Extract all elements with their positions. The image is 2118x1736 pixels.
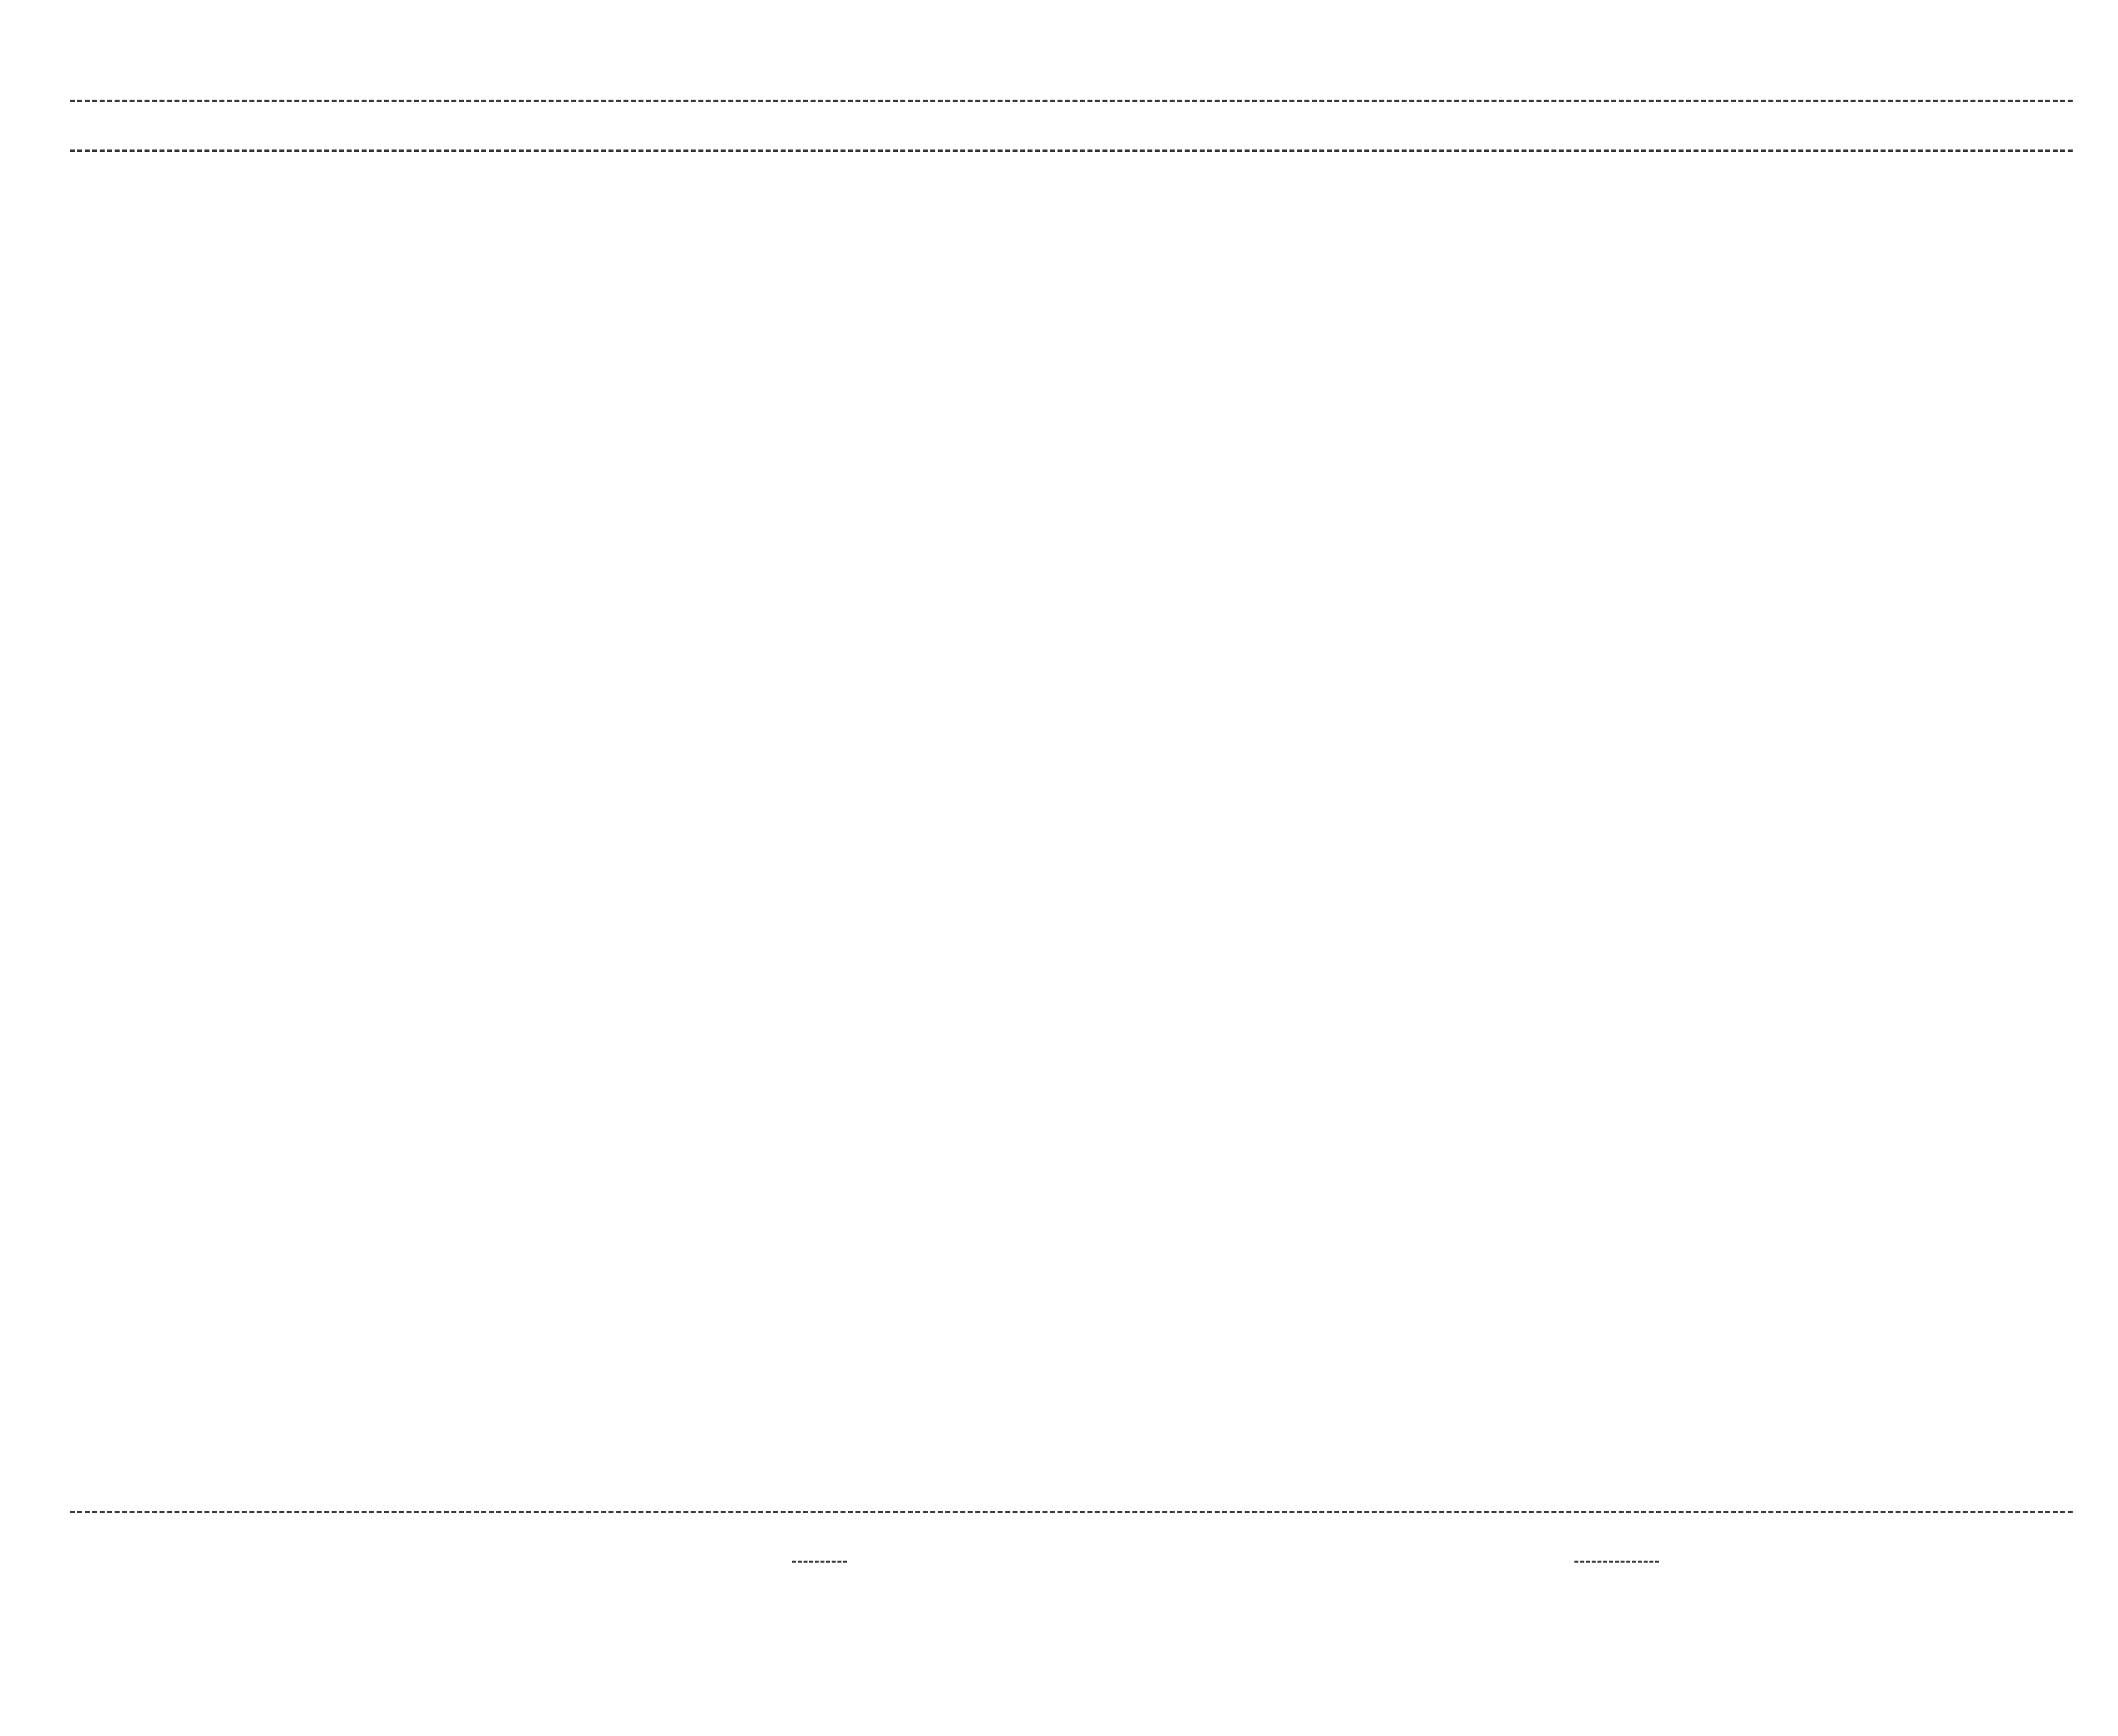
total-col-9-underline <box>1574 1561 1659 1563</box>
header-top-rule <box>70 100 2073 102</box>
totals-unit-underline <box>792 1561 847 1563</box>
totals-rule <box>70 1511 2073 1513</box>
header-bottom-rule <box>70 149 2073 152</box>
